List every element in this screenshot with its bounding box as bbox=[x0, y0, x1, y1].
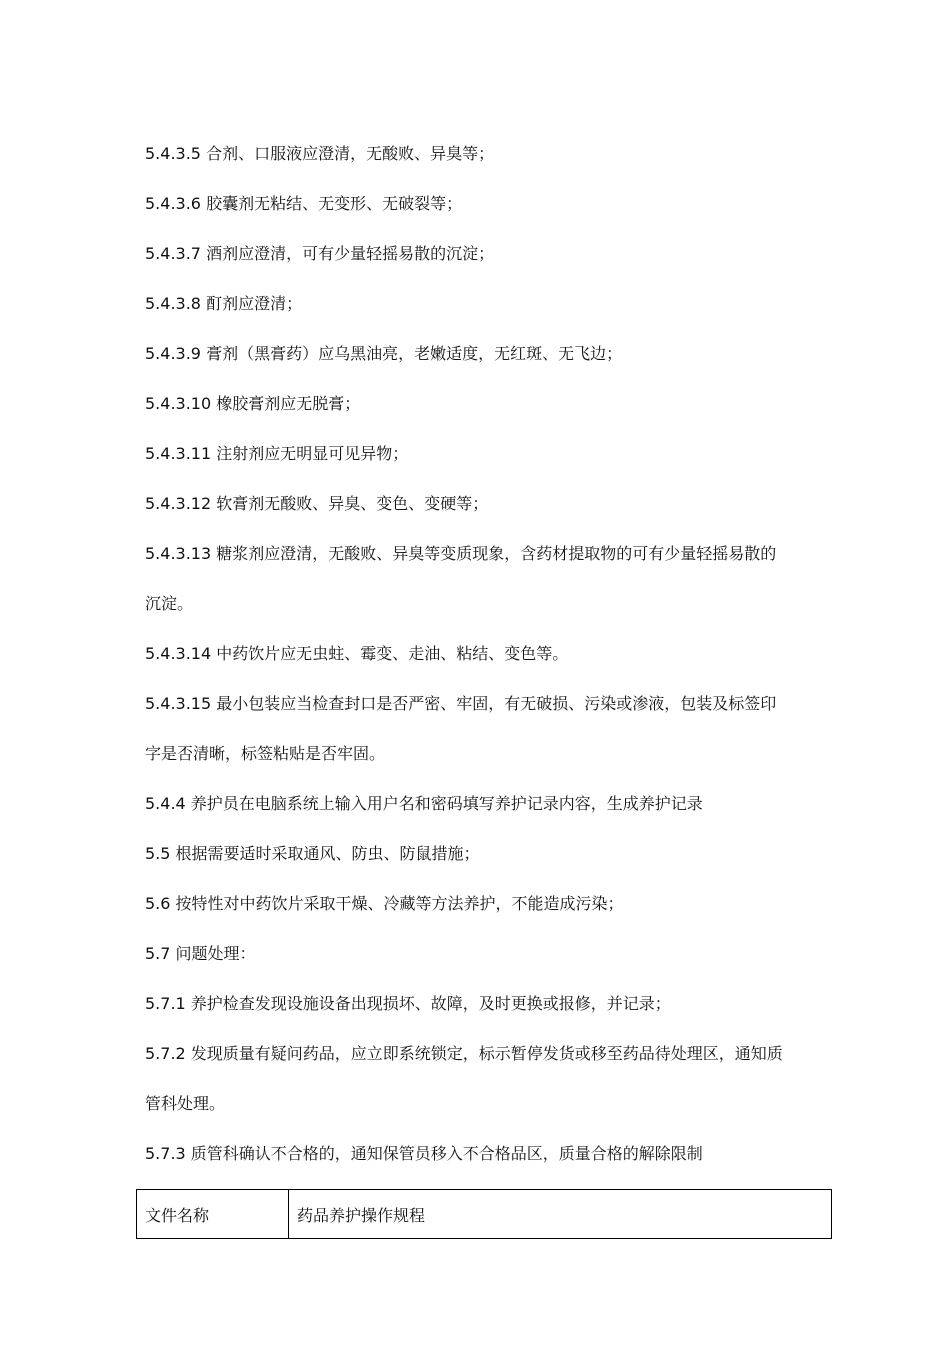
paragraph-5-7-2: 5.7.2 发现质量有疑问药品，应立即系统锁定，标示暂停发货或移至药品待处理区，通知质管科处理。 bbox=[145, 1044, 783, 1113]
paragraph-5-4-3-14: 5.4.3.14 中药饮片应无虫蛀、霉变、走油、粘结、变色等。 bbox=[145, 644, 569, 663]
paragraph-5-4-3-5: 5.4.3.5 合剂、口服液应澄清，无酸败、异臭等； bbox=[145, 144, 495, 163]
document-body bbox=[145, 129, 785, 1179]
paragraph-5-5: 5.5 根据需要适时采取通风、防虫、防鼠措施； bbox=[145, 844, 480, 863]
document-info-row bbox=[137, 1190, 832, 1239]
paragraph-5-7-3: 5.7.3 质管科确认不合格的，通知保管员移入不合格品区，质量合格的解除限制 bbox=[145, 1144, 703, 1163]
document-name-label: 文件名称 bbox=[137, 1190, 289, 1239]
document-info-table bbox=[136, 1189, 832, 1239]
paragraph-5-4-3-10: 5.4.3.10 橡胶膏剂应无脱膏； bbox=[145, 394, 361, 413]
paragraph-5-6: 5.6 按特性对中药饮片采取干燥、冷藏等方法养护，不能造成污染； bbox=[145, 894, 624, 913]
paragraph-5-4-3-9: 5.4.3.9 膏剂（黑膏药）应乌黑油亮，老嫩适度，无红斑、无飞边； bbox=[145, 344, 623, 363]
paragraph-5-4-3-15: 5.4.3.15 最小包装应当检查封口是否严密、牢固，有无破损、污染或渗液，包装及标签印字是否清晰，标签粘贴是否牢固。 bbox=[145, 694, 777, 763]
paragraph-5-4-3-11: 5.4.3.11 注射剂应无明显可见异物； bbox=[145, 444, 409, 463]
paragraph-5-4-3-6: 5.4.3.6 胶囊剂无粘结、无变形、无破裂等； bbox=[145, 194, 463, 213]
paragraph-5-4-3-12: 5.4.3.12 软膏剂无酸败、异臭、变色、变硬等； bbox=[145, 494, 489, 513]
document-name-value: 药品养护操作规程 bbox=[289, 1190, 832, 1239]
paragraph-5-4-3-8: 5.4.3.8 酊剂应澄清； bbox=[145, 294, 303, 313]
paragraph-5-4-3-7: 5.4.3.7 酒剂应澄清，可有少量轻摇易散的沉淀； bbox=[145, 244, 495, 263]
paragraph-5-7-1: 5.7.1 养护检查发现设施设备出现损坏、故障，及时更换或报修，并记录； bbox=[145, 994, 671, 1013]
paragraph-5-4-3-13: 5.4.3.13 糖浆剂应澄清，无酸败、异臭等变质现象，含药材提取物的可有少量轻摇易散的沉淀。 bbox=[145, 544, 777, 613]
paragraph-5-7: 5.7 问题处理： bbox=[145, 944, 256, 963]
paragraph-5-4-4: 5.4.4 养护员在电脑系统上输入用户名和密码填写养护记录内容，生成养护记录 bbox=[145, 794, 703, 813]
